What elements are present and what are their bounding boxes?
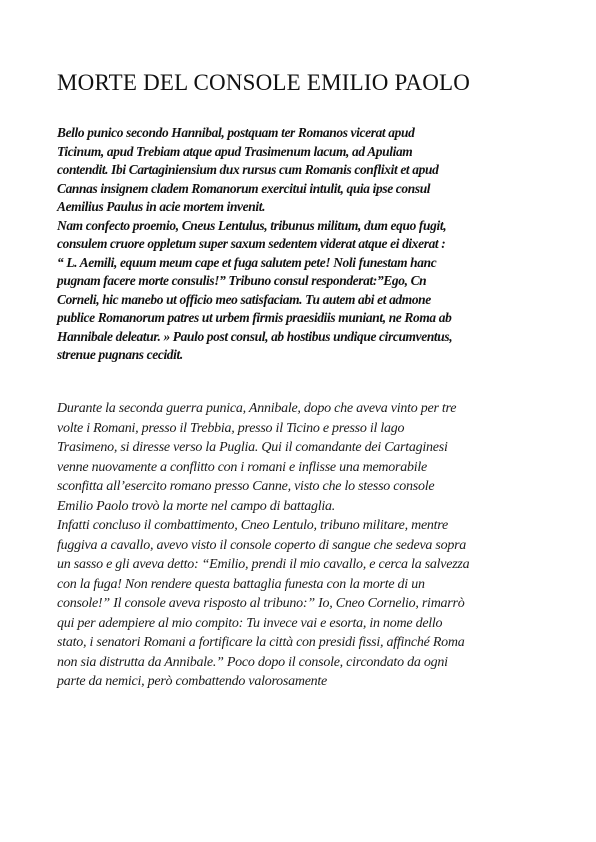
latin-line: Ticinum, apud Trebiam atque apud Trasimenum lacum, ad Apuliam [57,143,413,159]
italian-line: non sia distrutta da Annibale.” Poco dopo il console, circondato da ogni [57,654,448,670]
italian-line: Trasimeno, si diresse verso la Puglia. Qui il comandante dei Cartaginesi [57,440,448,455]
latin-line: Bello punico secondo Hannibal, postquam ter Romanos vicerat apud [57,125,415,140]
latin-line: Aemilius Paulus in acie mortem invenit. [57,199,266,214]
italian-line: Infatti concluso il combattimento, Cneo Lentulo, tribuno militare, mentre [57,518,448,533]
italian-line: un sasso e gli aveva detto: “Emilio, prendi il mio cavallo, e cerca la salvezza [57,557,470,572]
italian-line: console!” Il console aveva risposto al tribuno:” Io, Cneo Cornelio, rimarrò [57,596,465,611]
italian-line: Durante la seconda guerra punica, Annibale, dopo che aveva vinto per tre [57,401,457,416]
latin-line: Nam confecto proemio, Cneus Lentulus, tribunus militum, dum equo fugit, [57,217,447,233]
latin-line: Hannibale deleatur. » Paulo post consul, ab hostibus undique circumventus, [57,328,453,344]
latin-line: Corneli, hic manebo ut officio meo satisfaciam. Tu autem abi et admone [57,291,431,307]
latin-line: contendit. Ibi Cartaginiensium dux rursus cum Romanis conflixit et apud [57,162,439,177]
italian-line: venne nuovamente a conflitto con i romani e inflisse una memorabile [57,459,427,475]
latin-line: pugnam facere morte consulis!” Tribuno consul responderat:”Ego, Cn [57,273,427,288]
italian-translation-block [57,399,545,692]
italian-line: qui per adempiere al mio compito: Tu invece vai e esorta, in nome dello [57,615,443,631]
latin-line: consulem cruore oppletum super saxum sedentem viderat atque ei dixerat : [57,236,446,251]
latin-line: publice Romanorum patres ut urbem firmis praesidiis muniant, ne Roma ab [57,310,452,325]
italian-line: Emilio Paolo trovò la morte nel campo di battaglia. [57,498,335,514]
page-title: MORTE DEL CONSOLE EMILIO PAOLO [57,70,471,95]
latin-line: “ L. Aemili, equum meum cape et fuga salutem pete! Noli funestam hanc [57,254,437,270]
italian-line: stato, i senatori Romani a fortificare la città con presidi fissi, affinché Roma [57,635,465,650]
italian-line: fuggiva a cavallo, avevo visto il console coperto di sangue che sedeva sopra [57,537,467,553]
latin-line: strenue pugnans cecidit. [57,347,183,362]
latin-line: Cannas insignem cladem Romanorum exercitui intulit, quia ipse consul [57,180,431,196]
latin-text-block [57,124,545,365]
italian-line: sconfitta all’esercito romano presso Canne, visto che lo stesso console [57,479,435,494]
italian-line: con la fuga! Non rendere questa battaglia funesta con la morte di un [57,576,425,592]
italian-line: volte i Romani, presso il Trebbia, presso il Ticino e presso il lago [57,420,405,436]
italian-line: parte da nemici, però combattendo valorosamente [57,674,328,689]
